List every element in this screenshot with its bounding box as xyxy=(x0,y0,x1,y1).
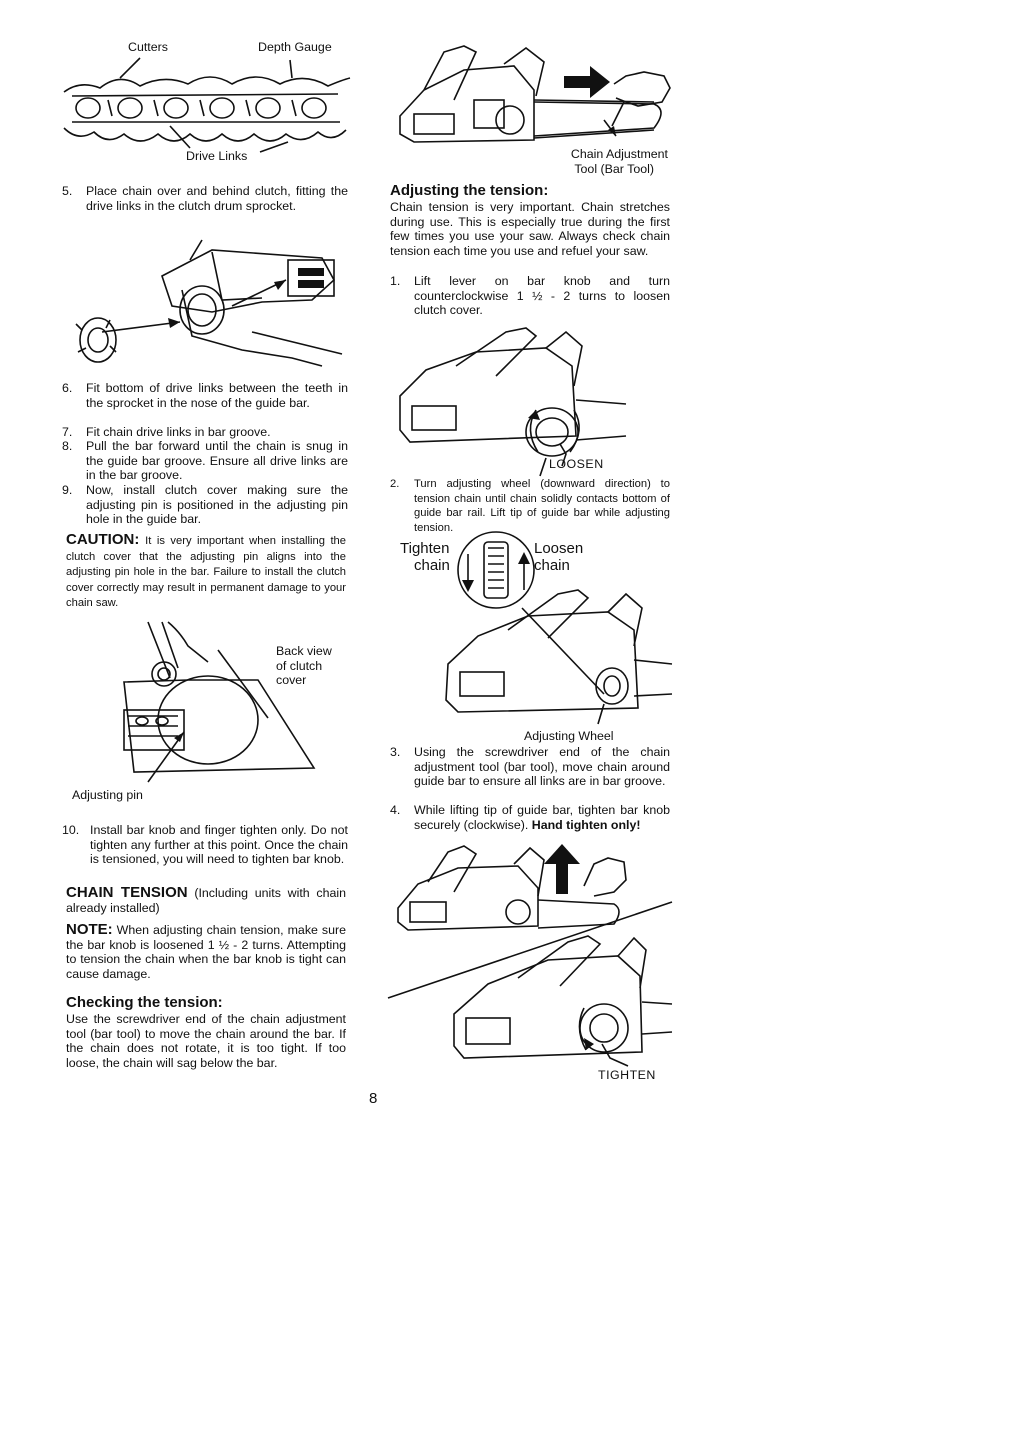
step-2 xyxy=(390,477,670,535)
step-text: Install bar knob and finger tighten only. Do not tighten any further at this point. Once the chain is tensioned, you will need to tighten bar knob. xyxy=(90,823,348,867)
step-9 xyxy=(62,483,348,527)
step-5 xyxy=(62,184,348,213)
step-3 xyxy=(390,745,670,789)
step-text: While lifting tip of guide bar, tighten bar knob securely (clockwise). xyxy=(414,803,670,832)
label-adjusting-pin: Adjusting pin xyxy=(72,788,143,802)
caution-block xyxy=(66,533,346,611)
tool-caption-2: Tool (Bar Tool) xyxy=(574,162,654,176)
chain-adjustment-tool-illustration xyxy=(394,40,674,160)
clutch-sprocket-illustration xyxy=(62,240,342,370)
adjusting-text: Chain tension is very important. Chain stretches during use. This is especially true during the first few times you use your saw. Always check chain tension each time you use and refuel your saw. xyxy=(390,200,670,258)
caution-text: It is very important when installing the clutch cover that the adjusting pin aligns into the adjusting pin hole in the bar. Failure to install the clutch cover correctly may result in permanent damage to your chain saw. xyxy=(66,535,346,610)
label-tighten-fig: TIGHTEN xyxy=(598,1068,656,1082)
step-text: Using the screwdriver end of the chain adjustment tool (bar tool), move chain around guide bar to ensure all links are in bar groove. xyxy=(414,745,670,789)
step-text: Fit chain drive links in bar groove. xyxy=(86,425,271,439)
step-text: Now, install clutch cover making sure the adjusting pin is positioned in the adjusting pin hole in the guide bar. xyxy=(86,483,348,527)
checking-text: Use the screwdriver end of the chain adjustment tool (bar tool) to move the chain around the bar. If the chain does not rotate, it is too tight. If too loose, the chain will sag below the bar. xyxy=(66,1012,346,1070)
step-6 xyxy=(62,381,348,410)
tool-caption-1: Chain Adjustment xyxy=(570,147,668,161)
loosen-bar-knob-illustration xyxy=(396,326,636,456)
step-number: 9. xyxy=(62,483,73,497)
step-number: 5. xyxy=(62,184,73,198)
chain-tension-label: CHAIN TENSION xyxy=(66,884,188,901)
step-4-warning: Hand tighten only! xyxy=(531,817,641,832)
step-1 xyxy=(390,274,670,318)
step-number: 8. xyxy=(62,439,73,453)
caution-label: CAUTION: xyxy=(66,531,140,548)
label-loosen-chain-word: chain xyxy=(534,557,570,574)
note-text: When adjusting chain tension, make sure the bar knob is loosened 1 ½ - 2 turns. Attempting to tension the chain when the bar knob is tight can cause damage. xyxy=(66,923,346,981)
step-number: 2. xyxy=(390,478,400,490)
step-number: 1. xyxy=(390,274,401,288)
label-drive-links: Drive Links xyxy=(186,149,248,163)
step-7 xyxy=(62,425,348,440)
label-depth-gauge: Depth Gauge xyxy=(258,40,332,54)
step-4 xyxy=(390,803,670,832)
step-10 xyxy=(62,823,348,867)
step-text: Fit bottom of drive links between the teeth in the sprocket in the nose of the guide bar. xyxy=(86,381,348,410)
label-loosen: LOOSEN xyxy=(549,457,604,471)
note-label: NOTE: xyxy=(66,921,113,938)
step-number: 4. xyxy=(390,803,401,817)
adjusting-heading: Adjusting the tension: xyxy=(390,182,549,199)
adjusting-wheel-illustration xyxy=(438,534,678,724)
step-text: Turn adjusting wheel (downward direction) to tension chain until chain solidly contacts bottom of guide bar rail. Lift tip of guide bar while adjusting tension. xyxy=(414,478,670,534)
label-adjusting-wheel: Adjusting Wheel xyxy=(524,729,614,743)
step-text: Pull the bar forward until the chain is snug in the guide bar groove. Ensure all drive links are in the bar groove. xyxy=(86,439,348,483)
step-text: Place chain over and behind clutch, fitting the drive links in the clutch drum sprocket. xyxy=(86,184,348,213)
label-loosen-word: Loosen xyxy=(534,540,584,557)
step-number: 7. xyxy=(62,425,73,439)
note-block xyxy=(66,923,346,981)
tighten-bar-knob-illustration xyxy=(388,838,678,1068)
label-tighten: Tighten xyxy=(400,540,450,557)
label-cutters: Cutters xyxy=(128,40,168,54)
step-number: 6. xyxy=(62,381,73,395)
chain-tension-block xyxy=(66,886,346,915)
checking-heading: Checking the tension: xyxy=(66,994,223,1011)
step-8 xyxy=(62,439,348,483)
step-text: Lift lever on bar knob and turn counterclockwise 1 ½ - 2 turns to loosen clutch cover. xyxy=(414,274,670,318)
step-number: 3. xyxy=(390,745,401,759)
step-number: 10. xyxy=(62,823,80,837)
label-tighten-chain-word: chain xyxy=(414,557,450,574)
chain-tension-text: (Including units with chain already installed) xyxy=(66,886,346,915)
label-back-view: Back view of clutch cover xyxy=(276,644,332,688)
page-number: 8 xyxy=(369,1090,378,1107)
